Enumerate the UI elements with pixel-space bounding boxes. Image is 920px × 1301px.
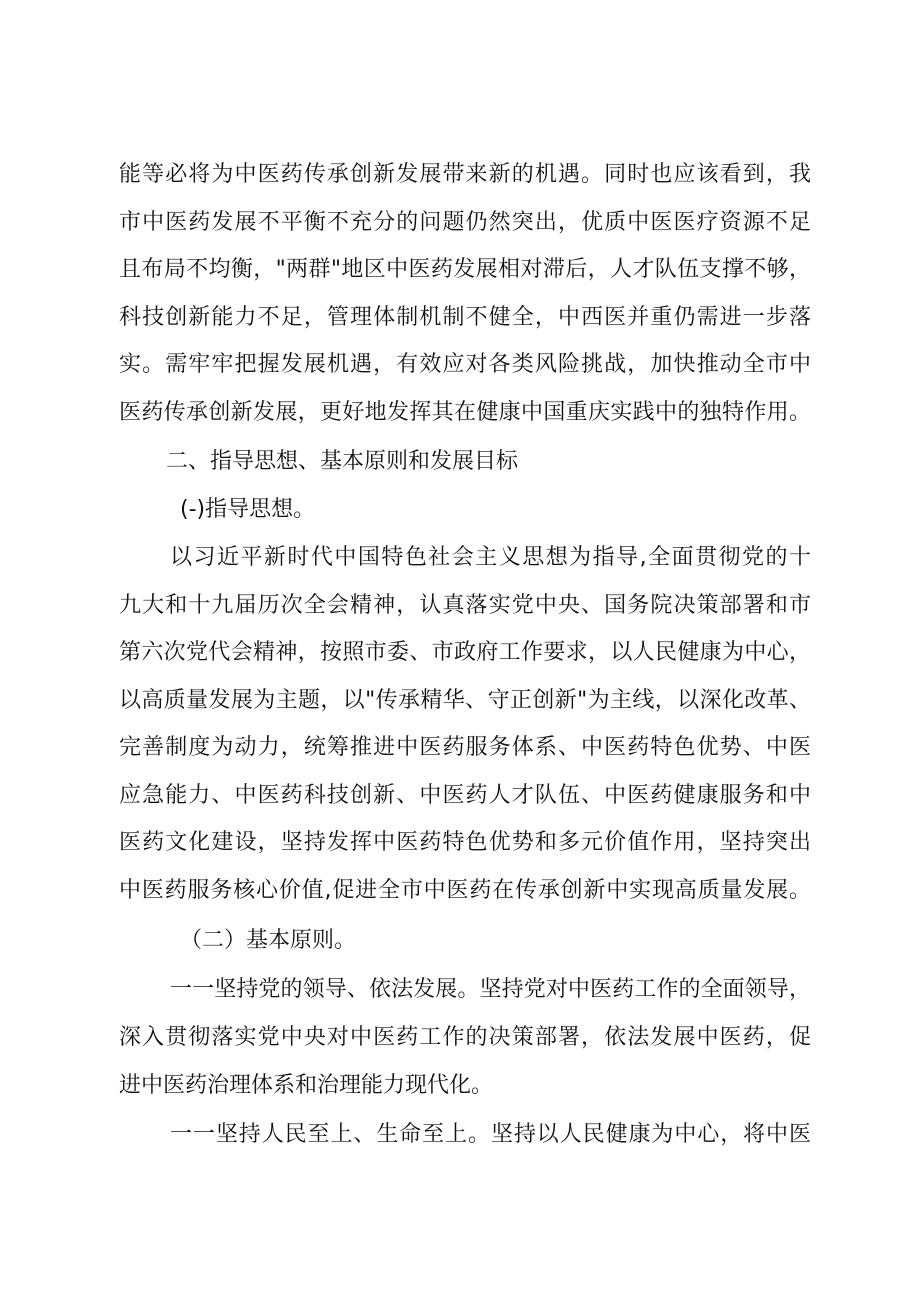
paragraph-line: 进中医药治理体系和治理能力现代化。 — [119, 1073, 494, 1098]
paragraph-line: 医药文化建设，坚持发挥中医药特色优势和多元价值作用，坚持突出 — [119, 830, 811, 855]
paragraph-line: 以高质量发展为主题，以"传承精华、守正创新"为主线，以深化改革、 — [119, 688, 811, 713]
paragraph-line: 科技创新能力不足，管理体制机制不健全，中西医并重仍需进一步落 — [119, 305, 811, 330]
paragraph-line: 应急能力、中医药科技创新、中医药人才队伍、中医药健康服务和中 — [119, 783, 811, 808]
paragraph-line: 第六次党代会精神，按照市委、市政府工作要求，以人民健康为中心， — [119, 640, 811, 665]
subsection-heading: (-)指导思想。 — [180, 497, 316, 522]
paragraph-line: 中医药服务核心价值,促进全市中医药在传承创新中实现高质量发展。 — [119, 878, 811, 903]
paragraph-line: 以习近平新时代中国特色社会主义思想为指导,全面贯彻党的十 — [170, 545, 811, 570]
paragraph-line: 一一坚持党的领导、依法发展。坚持党对中医药工作的全面领导， — [170, 977, 811, 1002]
subsection-heading: （二）基本原则。 — [180, 928, 357, 953]
paragraph-line: 实。需牢牢把握发展机遇，有效应对各类风险挑战，加快推动全市中 — [119, 352, 811, 377]
paragraph-line: 深入贯彻落实党中央对中医药工作的决策部署，依法发展中医药，促 — [119, 1025, 811, 1050]
paragraph-line: 完善制度为动力，统筹推进中医药服务体系、中医药特色优势、中医 — [119, 735, 811, 760]
paragraph-line: 一一坚持人民至上、生命至上。坚持以人民健康为中心，将中医 — [170, 1122, 811, 1147]
paragraph-line: 医药传承创新发展，更好地发挥其在健康中国重庆实践中的独特作用。 — [119, 400, 811, 425]
paragraph-line: 能等必将为中医药传承创新发展带来新的机遇。同时也应该看到，我 — [119, 162, 811, 187]
paragraph-line: 且布局不均衡，"两群"地区中医药发展相对滞后，人才队伍支撑不够， — [119, 257, 811, 282]
paragraph-line: 市中医药发展不平衡不充分的问题仍然突出，优质中医医疗资源不足 — [119, 210, 811, 235]
section-heading: 二、指导思想、基本原则和发展目标 — [166, 449, 519, 474]
paragraph-line: 九大和十九届历次全会精神，认真落实党中央、国务院决策部署和市 — [119, 593, 811, 618]
